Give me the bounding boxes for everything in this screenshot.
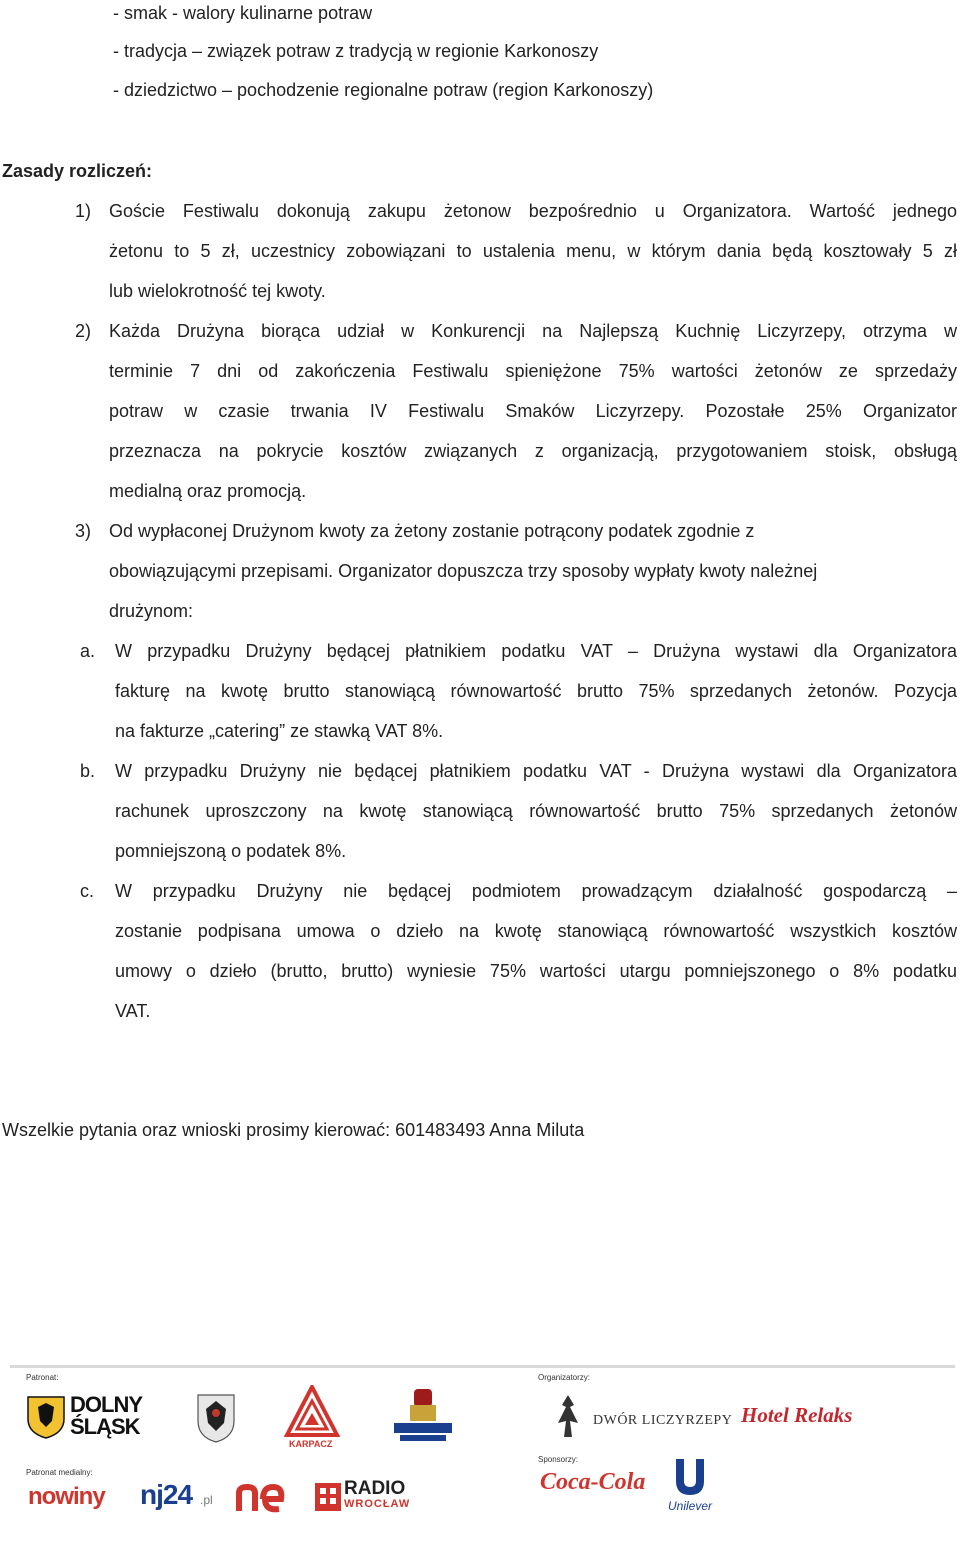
item-1-line-3: lub wielokrotność tej kwoty. xyxy=(109,281,326,301)
subitem-b-line-1: W przypadku Drużyny nie będącej płatnikiem podatku VAT - Drużyna wystawi dla Organizatora xyxy=(115,761,957,781)
item-3-line-3: drużynom: xyxy=(109,601,194,621)
unilever-text: Unilever xyxy=(668,1499,713,1513)
subitem-c-line-2: zostanie podpisana umowa o dzieło na kwotę stanowiącą równowartość wszystkich kosztów xyxy=(115,921,957,941)
karpacz-text: KARPACZ xyxy=(289,1439,333,1449)
unilever-logo-icon xyxy=(670,1457,710,1497)
bullet-tradycja: - tradycja – związek potraw z tradycją w regionie Karkonoszy xyxy=(113,41,599,61)
patronat-label: Patronat: xyxy=(26,1373,59,1382)
slask-text: ŚLĄSK xyxy=(70,1414,140,1439)
item-3-line-1: Od wypłaconej Drużynom kwoty za żetony zostanie potrącony podatek zgodnie z xyxy=(109,521,755,541)
nj24-text: nj24 xyxy=(140,1479,193,1510)
organizatorzy-label: Organizatorzy: xyxy=(538,1373,591,1382)
contact-line: Wszelkie pytania oraz wnioski prosimy kierować: 601483493 Anna Miluta xyxy=(2,1120,585,1140)
subitem-c-line-4: VAT. xyxy=(115,1001,151,1021)
subitem-a-line-3: na fakturze „catering” ze stawką VAT 8%. xyxy=(115,721,444,741)
dwor-liczyrzepy-figure-icon xyxy=(548,1393,588,1439)
subitem-c-line-3: umowy o dzieło (brutto, brutto) wyniesie 75% wartości utargu pomniejszonego o 8% podatku xyxy=(115,961,957,981)
item-2-number: 2) xyxy=(75,321,92,341)
section-title: Zasady rozliczeń: xyxy=(2,161,153,181)
wroclaw-text: WROCŁAW xyxy=(344,1498,411,1510)
sponsor-footer xyxy=(10,1365,955,1535)
item-1-line-1: Goście Festiwalu dokonują zakupu żetonow bezpośrednio u Organizatora. Wartość jednego xyxy=(109,201,957,221)
subitem-b-letter: b. xyxy=(80,761,96,781)
ne-logo-icon xyxy=(235,1483,285,1515)
dolny-slask-crest-icon xyxy=(26,1395,66,1439)
karpacz-logo-icon xyxy=(283,1385,341,1439)
dwor-liczyrzepy-text: DWÓR LICZYRZEPY xyxy=(593,1413,733,1428)
nowiny-text: nowiny xyxy=(28,1483,105,1510)
subitem-b-line-2: rachunek uproszczony na kwotę stanowiącą równowartość brutto 75% sprzedanych żetonów xyxy=(115,801,957,821)
item-2-line-1: Każda Drużyna biorąca udział w Konkurencji na Najlepszą Kuchnię Liczyrzepy, otrzyma w xyxy=(109,321,957,341)
bullet-smak: - smak - walory kulinarne potraw xyxy=(113,3,373,23)
item-2-line-5: medialną oraz promocją. xyxy=(109,481,307,501)
sponsorzy-label: Sponsorzy: xyxy=(538,1455,579,1464)
item-3-number: 3) xyxy=(75,521,92,541)
subitem-b-line-3: pomniejszoną o podatek 8%. xyxy=(115,841,347,861)
patronat-medialny-label: Patronat medialny: xyxy=(26,1468,93,1477)
item-3-line-2: obowiązującymi przepisami. Organizator dopuszcza trzy sposoby wypłaty kwoty należnej xyxy=(109,561,818,581)
item-1-line-2: żetonu to 5 zł, uczestnicy zobowiązani to ustalenia menu, w którym dania będą kosztowały 5 zł xyxy=(109,241,957,261)
subitem-a-line-2: fakturę na kwotę brutto stanowiącą równowartość brutto 75% sprzedanych żetonów. Pozycja xyxy=(115,681,957,701)
subitem-c-line-1: W przypadku Drużyny nie będącej podmiotem prowadzącym działalność gospodarczą – xyxy=(115,881,957,901)
eagle-crest-icon xyxy=(196,1393,236,1443)
dolny-text: DOLNY xyxy=(70,1392,142,1417)
subitem-a-letter: a. xyxy=(80,641,96,661)
coca-cola-text: Coca-Cola xyxy=(540,1469,646,1495)
item-2-line-3: potraw w czasie trwania IV Festiwalu Smaków Liczyrzepy. Pozostałe 25% Organizator xyxy=(109,401,957,421)
radio-text: RADIO xyxy=(344,1478,406,1499)
nj24-suffix-text: .pl xyxy=(200,1493,213,1507)
bullet-dziedzictwo: - dziedzictwo – pochodzenie regionalne potraw (region Karkonoszy) xyxy=(113,80,654,100)
item-1-number: 1) xyxy=(75,201,92,221)
radio-wroclaw-logo-icon xyxy=(315,1483,341,1511)
subitem-a-line-1: W przypadku Drużyny będącej płatnikiem podatku VAT – Drużyna wystawi dla Organizatora xyxy=(115,641,957,661)
hotel-relaks-text: Hotel Relaks xyxy=(741,1403,853,1427)
culinary-association-logo-icon xyxy=(390,1387,456,1445)
footer-separator xyxy=(10,1365,955,1368)
item-2-line-2: terminie 7 dni od zakończenia Festiwalu spieniężone 75% wartości żetonów ze sprzedaży xyxy=(109,361,957,381)
subitem-c-letter: c. xyxy=(80,881,95,901)
item-2-line-4: przeznacza na pokrycie kosztów związanych z organizacją, przygotowaniem stoisk, obsługą xyxy=(109,441,957,461)
